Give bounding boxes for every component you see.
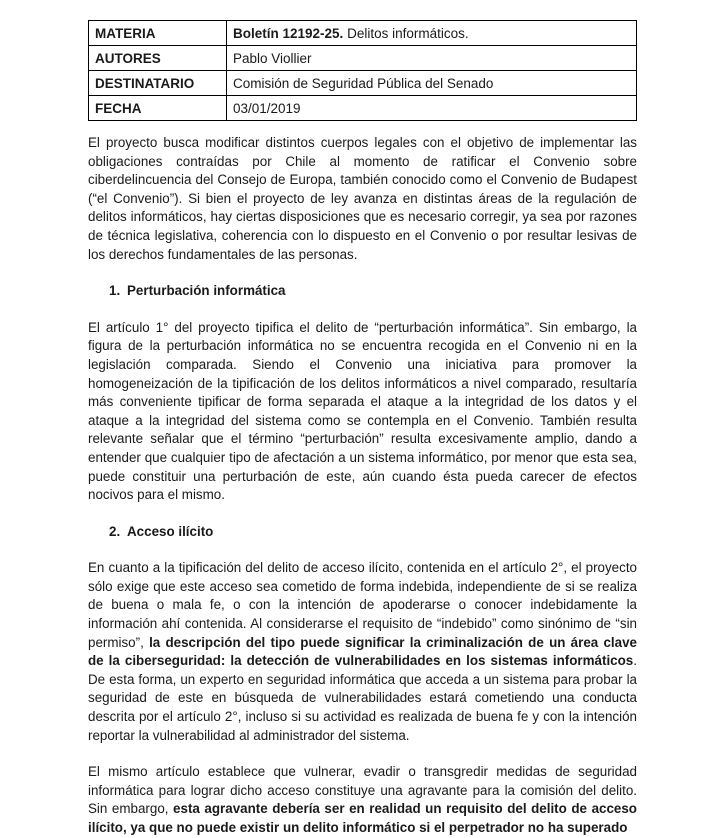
section-heading-acceso-ilicito (88, 523, 637, 542)
section-number: 1. (109, 283, 121, 299)
materia-value (227, 21, 637, 46)
autores-label: AUTORES (89, 46, 227, 71)
section-paragraph (88, 559, 637, 745)
table-row (89, 71, 637, 96)
bulletin-number: Boletín 12192-25. (233, 25, 344, 41)
section-title: Perturbación informática (127, 283, 286, 299)
fecha-value: 03/01/2019 (227, 96, 637, 121)
emphasized-text: esta agravante debería ser en realidad un requisito del delito de acceso ilícito, ya que no puede existir un delito informático si el perpetrador no ha superado (88, 801, 637, 835)
fecha-label: FECHA (89, 96, 227, 121)
section-heading-perturbacion (88, 282, 637, 301)
materia-subject: Delitos informáticos. (343, 25, 469, 41)
section-number: 2. (109, 523, 121, 539)
destinatario-label: DESTINATARIO (89, 71, 227, 96)
emphasized-text: la descripción del tipo puede significar la criminalización de un área clave de la ciberseguridad: la detección de vulnerabilidades en los sistemas informáticos (88, 634, 637, 669)
section-paragraph: El artículo 1° del proyecto tipifica el delito de “perturbación informática”. Sin embargo, la figura de la perturbación informática no se encuentra recogida en el Convenio ni en la legislación comparada. Siendo el Convenio una iniciativa para promover la homogeneización de la tipificación de los delitos informáticos a nivel comparado, resultaría más conveniente tipificar de forma separada el ataque a la integridad de los datos y el ataque a la integridad del sistema como se contempla en el Convenio. También resulta relevante señalar que el término “perturbación” resulta excesivamente amplio, dando a entender que cualquier tipo de afectación a un sistema informático, por menor que esta sea, puede constituir una perturbación de este, aún cuando ésta pueda carecer de efectos nocivos para el mismo. (88, 319, 637, 503)
document-body (88, 134, 637, 838)
intro-paragraph: El proyecto busca modificar distintos cuerpos legales con el objetivo de implementar las obligaciones contraídas por Chile al momento de ratificar el Convenio sobre ciberdelincuencia del Consejo de Europa, también conocido como el Convenio de Budapest (“el Convenio”). Si bien el proyecto de ley avanza en distintas áreas de la regulación de delitos informáticos, hay ciertas disposiciones que es necesario corregir, ya sea por razones de técnica legislativa, coherencia con lo dispuesto en el Convenio o por resultar lesivas de los derechos fundamentales de las personas. (88, 135, 637, 262)
materia-label: MATERIA (89, 21, 227, 46)
section-paragraph (88, 763, 637, 837)
section-title: Acceso ilícito (127, 523, 214, 539)
table-row (89, 96, 637, 121)
paragraph-text: El mismo artículo establece que vulnerar, evadir o transgredir medidas de seguridad informática para lograr dicho acceso constituye una agravante para la comisión del delito. Sin embargo, (88, 764, 637, 817)
destinatario-value: Comisión de Seguridad Pública del Senado (227, 71, 637, 96)
autores-value: Pablo Viollier (227, 46, 637, 71)
table-row (89, 46, 637, 71)
paragraph-text: . De esta forma, un experto en seguridad informática que acceda a un sistema para probar la seguridad de este en búsqueda de vulnerabilidades estará cometiendo una conducta descrita por el artículo 2°, incluso si su actividad es realizada de buena fe y con la intención reportar la vulnerabilidad al administrador del sistema. (88, 653, 637, 743)
table-row (89, 21, 637, 46)
metadata-table (88, 20, 637, 121)
paragraph-text: En cuanto a la tipificación del delito de acceso ilícito, contenida en el artículo 2°, el proyecto sólo exige que este acceso sea cometido de forma indebida, independiente de si se realiza de buena o mala fe, o con la intención de apoderarse o conocer indebidamente la información ahí contenida. Al considerarse el requisito de “indebido” como sinónimo de “sin permiso”, (88, 560, 637, 650)
